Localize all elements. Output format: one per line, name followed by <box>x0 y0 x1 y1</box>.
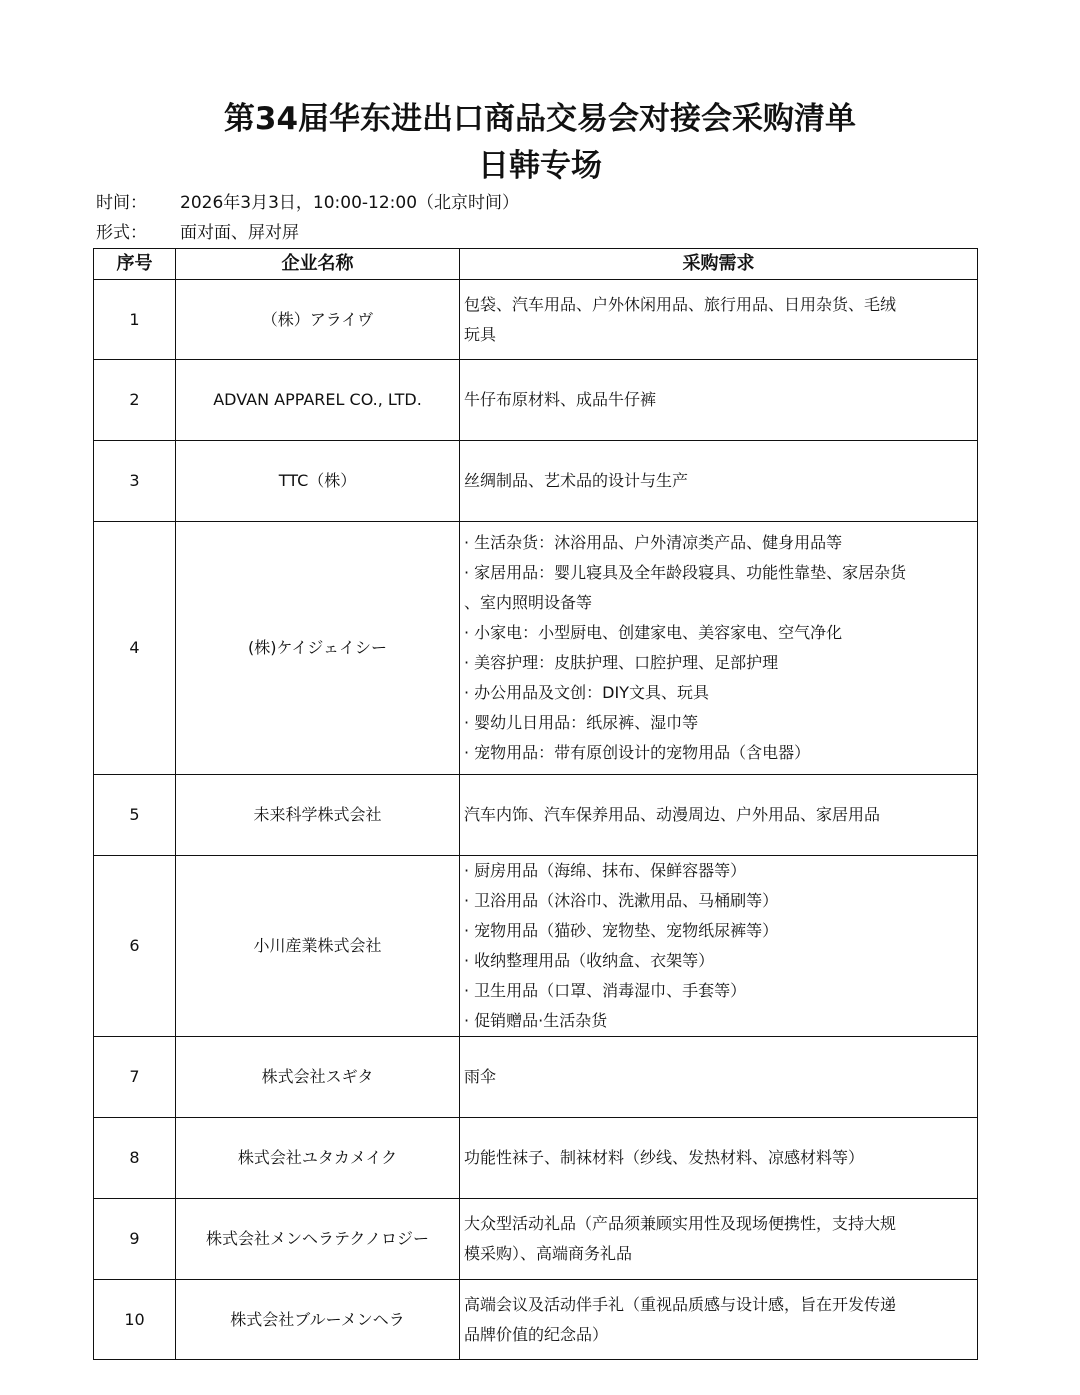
need-line: · 厨房用品（海绵、抹布、保鲜容器等） <box>464 861 747 880</box>
need-line: 雨伞 <box>464 1067 497 1086</box>
procurement-needs <box>460 1037 978 1118</box>
need-line: · 办公用品及文创：DIY文具、玩具 <box>464 683 709 702</box>
row-number: 3 <box>94 441 176 522</box>
company-name: 株式会社スギタ <box>176 1037 460 1118</box>
table-row <box>94 280 978 360</box>
table-row <box>94 360 978 441</box>
procurement-needs <box>460 1280 978 1360</box>
row-number: 5 <box>94 775 176 856</box>
row-number: 7 <box>94 1037 176 1118</box>
procurement-needs <box>460 280 978 360</box>
format-label: 形式： <box>96 223 147 243</box>
need-line: 包袋、汽车用品、户外休闲用品、旅行用品、日用杂货、毛绒 <box>464 294 897 314</box>
need-line: · 卫浴用品（沐浴巾、洗漱用品、马桶刷等） <box>464 891 779 910</box>
meta-format <box>96 221 299 245</box>
table-row <box>94 1280 978 1360</box>
format-value: 面对面、屏对屏 <box>180 223 299 243</box>
row-number: 10 <box>94 1280 176 1360</box>
procurement-needs <box>460 856 978 1037</box>
company-name: （株）アライヴ <box>176 280 460 360</box>
procurement-needs <box>460 522 978 775</box>
table-row <box>94 1199 978 1280</box>
need-line: · 家居用品：婴儿寝具及全年龄段寝具、功能性靠垫、家居杂货 <box>464 563 907 582</box>
need-line: 、室内照明设备等 <box>464 593 593 612</box>
table-header-row <box>94 249 978 280</box>
need-line: · 美容护理：皮肤护理、口腔护理、足部护理 <box>464 653 779 672</box>
table-row <box>94 775 978 856</box>
need-line: 大众型活动礼品（产品须兼顾实用性及现场便携性，支持大规 <box>464 1214 897 1233</box>
meta-time <box>96 191 519 215</box>
page-title: 第34届华东进出口商品交易会对接会采购清单 <box>223 101 857 137</box>
need-line: 高端会议及活动伴手礼（重视品质感与设计感，旨在开发传递 <box>464 1294 897 1314</box>
header-needs: 采购需求 <box>460 249 978 280</box>
procurement-table <box>93 248 978 1360</box>
procurement-needs <box>460 1118 978 1199</box>
header-company: 企业名称 <box>176 249 460 280</box>
need-line: · 婴幼儿日用品：纸尿裤、湿巾等 <box>464 713 699 732</box>
time-value: 2026年3月3日，10:00-12:00（北京时间） <box>180 193 520 213</box>
company-name: 小川産業株式会社 <box>176 856 460 1037</box>
page-subtitle: 日韩专场 <box>478 148 602 184</box>
company-name: 株式会社ブルーメンヘラ <box>176 1280 460 1360</box>
need-line: · 小家电：小型厨电、创建家电、美容家电、空气净化 <box>464 623 843 642</box>
need-line: 品牌价值的纪念品） <box>464 1324 609 1344</box>
need-line: · 生活杂货：沐浴用品、户外清凉类产品、健身用品等 <box>464 533 843 552</box>
row-number: 2 <box>94 360 176 441</box>
row-number: 8 <box>94 1118 176 1199</box>
row-number: 9 <box>94 1199 176 1280</box>
procurement-needs <box>460 360 978 441</box>
row-number: 1 <box>94 280 176 360</box>
procurement-needs <box>460 1199 978 1280</box>
time-label: 时间： <box>96 193 147 213</box>
need-line: · 宠物用品（猫砂、宠物垫、宠物纸尿裤等） <box>464 921 779 940</box>
company-name: (株)ケイジェイシー <box>176 522 460 775</box>
need-line: 模采购）、高端商务礼品 <box>464 1244 633 1263</box>
need-line: · 卫生用品（口罩、消毒湿巾、手套等） <box>464 981 747 1000</box>
company-name: 株式会社メンヘラテクノロジー <box>176 1199 460 1280</box>
company-name: 未来科学株式会社 <box>176 775 460 856</box>
table-row <box>94 441 978 522</box>
need-line: · 收纳整理用品（收纳盒、衣架等） <box>464 951 715 970</box>
need-line: · 促销赠品·生活杂货 <box>464 1011 608 1030</box>
company-name: TTC（株） <box>176 441 460 522</box>
need-line: 玩具 <box>464 324 497 344</box>
procurement-needs <box>460 441 978 522</box>
table-row <box>94 1118 978 1199</box>
need-line: 牛仔布原材料、成品牛仔裤 <box>464 390 657 409</box>
table-row <box>94 522 978 775</box>
procurement-needs <box>460 775 978 856</box>
row-number: 4 <box>94 522 176 775</box>
need-line: 汽车内饰、汽车保养用品、动漫周边、户外用品、家居用品 <box>464 805 881 824</box>
header-no: 序号 <box>94 249 176 280</box>
company-name: ADVAN APPAREL CO., LTD. <box>176 360 460 441</box>
need-line: 功能性袜子、制袜材料（纱线、发热材料、凉感材料等） <box>464 1148 865 1167</box>
table-row <box>94 856 978 1037</box>
need-line: · 宠物用品：带有原创设计的宠物用品（含电器） <box>464 743 811 762</box>
company-name: 株式会社ユタカメイク <box>176 1118 460 1199</box>
row-number: 6 <box>94 856 176 1037</box>
need-line: 丝绸制品、艺术品的设计与生产 <box>464 471 689 490</box>
table-row <box>94 1037 978 1118</box>
